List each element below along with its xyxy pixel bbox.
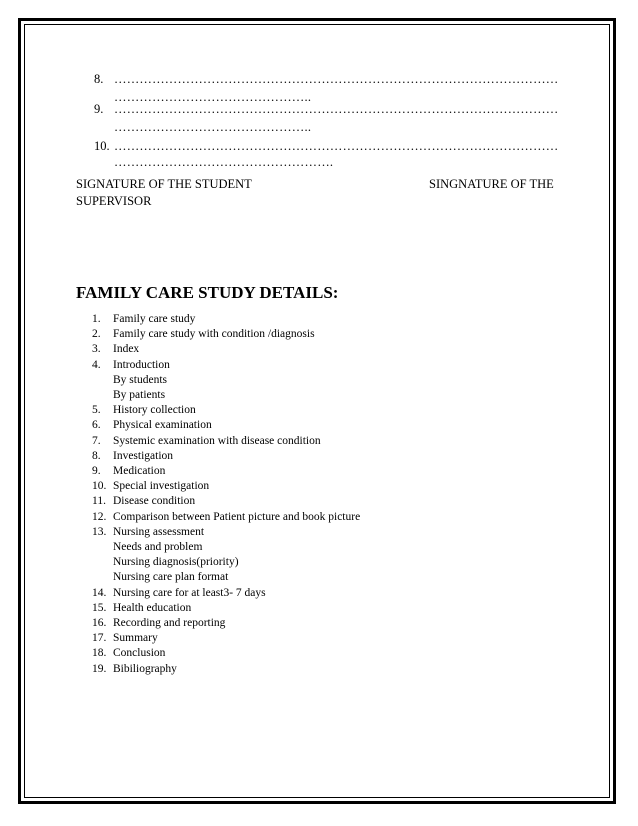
dotted-line: ……………………………………………………………………………………………: [114, 102, 559, 116]
list-item-text: History collection: [113, 404, 196, 417]
list-item-text: Family care study: [113, 313, 196, 325]
list-item-text: Introduction: [113, 358, 170, 371]
list-item-number: 2.: [92, 328, 101, 341]
supervisor-signature-label-cont: SUPERVISOR: [76, 194, 152, 208]
list-item-text: Nursing assessment: [113, 525, 205, 538]
list-item-text: Physical examination: [113, 419, 212, 432]
dotted-line: ……………………………………………………………………………………………: [114, 139, 559, 153]
student-signature-label: SIGNATURE OF THE STUDENT: [76, 177, 252, 191]
list-item-text: Recording and reporting: [113, 617, 226, 629]
list-item-text: Summary: [113, 632, 158, 645]
list-item-number: 10.: [92, 480, 107, 493]
list-item-text: Nursing diagnosis(priority): [113, 556, 239, 569]
list-item-text: Conclusion: [113, 647, 166, 660]
list-item-text: Systemic examination with disease condition: [113, 434, 321, 447]
list-item-text: Family care study with condition /diagnosis: [113, 328, 315, 341]
list-item-number: 17.: [92, 632, 107, 645]
list-item-text: Needs and problem: [113, 541, 203, 553]
dotted-item-10: [94, 139, 574, 175]
item-number: 9.: [94, 102, 104, 116]
list-item-text: Comparison between Patient picture and book picture: [113, 510, 361, 523]
dotted-line: ……………………………………………………………………………………………: [114, 72, 559, 86]
list-item-text: Special investigation: [113, 480, 210, 493]
list-item-number: 8.: [92, 449, 101, 462]
dotted-line: …………………………………………….: [114, 155, 334, 169]
list-item-text: By patients: [113, 389, 166, 401]
dotted-item-9: [94, 102, 574, 138]
list-item-number: 6.: [92, 419, 101, 432]
list-item-text: Disease condition: [113, 495, 196, 508]
list-item-number: 18.: [92, 647, 107, 660]
list-item-number: 16.: [92, 617, 107, 629]
list-item-number: 14.: [92, 586, 107, 599]
item-number: 8.: [94, 72, 104, 86]
list-item-text: Medication: [113, 465, 166, 477]
list-item-number: 3.: [92, 343, 101, 356]
list-item-number: 19.: [92, 662, 107, 675]
section-title: FAMILY CARE STUDY DETAILS:: [76, 283, 339, 302]
list-item-text: Nursing care for at least3- 7 days: [113, 586, 266, 599]
list-item-text: By students: [113, 373, 167, 386]
list-item-number: 12.: [92, 510, 107, 523]
dotted-line: ………………………………………..: [114, 120, 312, 134]
list-item-number: 4.: [92, 358, 101, 371]
list-item-number: 5.: [92, 404, 101, 417]
list-item-number: 13.: [92, 525, 107, 538]
supervisor-signature-label: SINGNATURE OF THE: [429, 177, 554, 191]
list-item-number: 15.: [92, 601, 107, 614]
list-item-text: Index: [113, 343, 140, 356]
list-item-number: 11.: [92, 495, 106, 508]
item-number: 10.: [94, 139, 110, 153]
dotted-line: ………………………………………..: [114, 90, 312, 104]
list-item-number: 9.: [92, 465, 101, 477]
list-item-text: Nursing care plan format: [113, 571, 229, 584]
list-item-number: 1.: [92, 313, 101, 325]
list-item-text: Health education: [113, 601, 192, 614]
list-item-text: Investigation: [113, 449, 174, 462]
list-item-text: Bibiliography: [113, 662, 177, 675]
list-item-number: 7.: [92, 434, 101, 447]
